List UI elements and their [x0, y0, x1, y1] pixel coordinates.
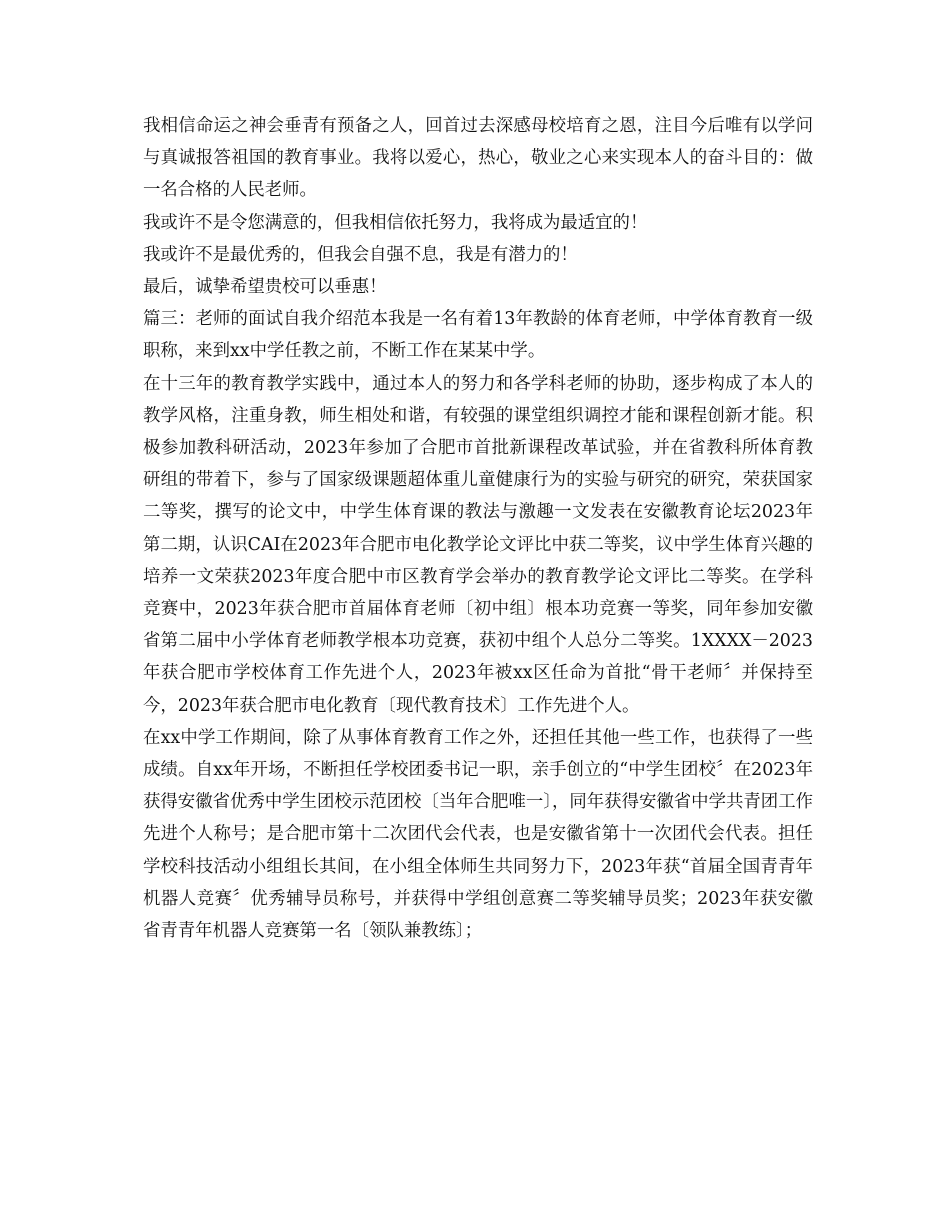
paragraph: 我或许不是最优秀的，但我会自强不息，我是有潜力的！ — [143, 244, 578, 265]
document-body — [143, 110, 813, 947]
paragraph: 在十三年的教育教学实践中，通过本人的努力和各学科老师的协助，逐步构成了本人的教学风格，注重身教，师生相处和谐，有较强的课堂组织调控才能和课程创新才能。积极参加教科研活动，2023年参加了合肥市首批新课程改革试验，并在省教科所体育教研组的带着下，参与了国家级课题超体重儿童健康行为的实验与研究的研究，荣获国家二等奖，撰写的论文中，中学生体育课的教法与激趣一文发表在安徽教育论坛2023年第二期，认识CAI在2023年合肥市电化教学论文评比中获二等奖，议中学生体育兴趣的培养一文荣获2023年度合肥中市区教育学会举办的教育教学论文评比二等奖。在学科竞赛中，2023年获合肥市首届体育老师〔初中组〕根本功竞赛一等奖，同年参加安徽省第二届中小学体育老师教学根本功竞赛，获初中组个人总分二等奖。1XXXX－2023年获合肥市学校体育工作先进个人，2023年被xx区任命为首批“骨干老师〞并保持至今，2023年获合肥市电化教育〔现代教育技术〕工作先进个人。 — [143, 373, 813, 716]
paragraph: 我或许不是令您满意的，但我相信依托努力，我将成为最适宜的！ — [143, 212, 648, 233]
paragraph: 我相信命运之神会垂青有预备之人，回首过去深感母校培育之恩，注目今后唯有以学问与真诚报答祖国的教育事业。我将以爱心，热心，敬业之心来实现本人的奋斗目的：做一名合格的人民老师。 — [143, 116, 813, 201]
section-heading-paragraph: 篇三：老师的面试自我介绍范本我是一名有着13年教龄的体育老师，中学体育教育一级职称，来到xx中学任教之前，不断工作在某某中学。 — [143, 309, 813, 362]
paragraph: 最后，诚挚希望贵校可以垂惠！ — [143, 277, 387, 298]
paragraph: 在xx中学工作期间，除了从事体育教育工作之外，还担任其他一些工作，也获得了一些成绩。自xx年开场，不断担任学校团委书记一职，亲手创立的“中学生团校〞在2023年获得安徽省优秀中学生团校示范团校〔当年合肥唯一〕，同年获得安徽省中学共青团工作先进个人称号；是合肥市第十二次团代会代表，也是安徽省第十一次团代会代表。担任学校科技活动小组组长其间，在小组全体师生共同努力下，2023年获“首届全国青青年机器人竞赛〞优秀辅导员称号，并获得中学组创意赛二等奖辅导员奖；2023年获安徽省青青年机器人竞赛第一名〔领队兼教练〕； — [143, 727, 813, 942]
